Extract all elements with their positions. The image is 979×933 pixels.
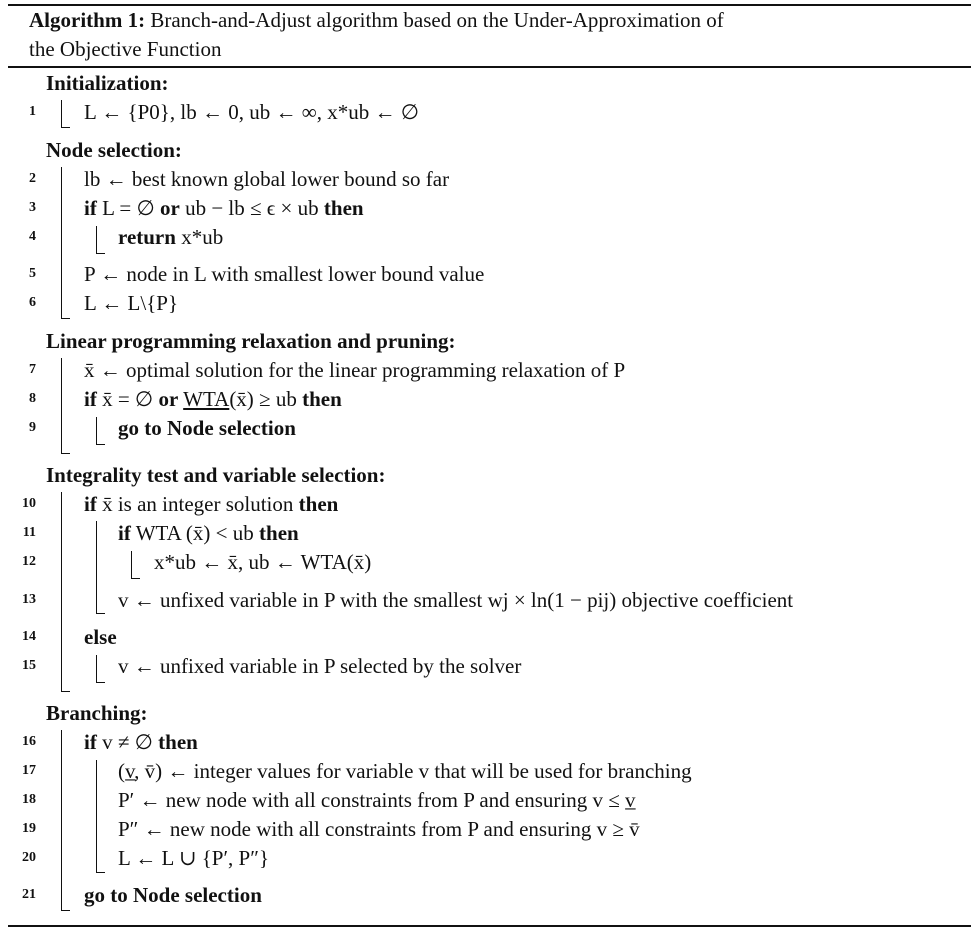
line-text <box>118 519 299 548</box>
line-number: 2 <box>29 171 36 186</box>
block-tick <box>61 691 70 692</box>
block-tick <box>61 127 70 128</box>
line-number: 14 <box>22 629 36 644</box>
block-tick <box>131 578 140 579</box>
line-text: go to Node selection <box>84 883 262 907</box>
block-bar <box>131 551 132 579</box>
block-bar <box>96 521 97 614</box>
algo-line <box>0 260 979 289</box>
algorithm-title-line2: the Objective Function <box>29 37 222 61</box>
return-value: x*ub <box>181 225 224 249</box>
algo-line <box>0 757 979 786</box>
line-text: L ← {P0}, lb ← 0, ub ← ∞, x*ub ← ∅ <box>84 100 419 124</box>
algo-line <box>0 490 979 519</box>
line-number: 13 <box>22 592 36 607</box>
line-text: v ← unfixed variable in P with the smallest wj × ln(1 − pij) objective coefficient <box>118 588 794 612</box>
block-tick <box>96 682 105 683</box>
keyword: if <box>118 521 131 545</box>
line-number: 16 <box>22 734 36 749</box>
keyword: then <box>259 521 299 545</box>
line-number: 7 <box>29 362 36 377</box>
keyword: if <box>84 730 97 754</box>
algo-line <box>0 356 979 385</box>
keyword: then <box>298 492 339 516</box>
keyword: if <box>84 387 97 411</box>
line-number: 10 <box>22 496 36 511</box>
block-bar <box>61 167 62 319</box>
keyword: if <box>84 492 97 516</box>
line-number: 15 <box>22 658 36 673</box>
algorithm-title-line1: Branch-and-Adjust algorithm based on the Under-Approximation of <box>150 8 724 32</box>
keyword: or <box>158 387 179 411</box>
line-text: L ← L ∪ {P′, P″} <box>118 846 270 870</box>
algo-line <box>0 548 979 577</box>
line-number: 18 <box>22 792 36 807</box>
section-integrality: Integrality test and variable selection: <box>46 463 386 487</box>
line-number: 21 <box>22 887 36 902</box>
line-text <box>84 490 338 519</box>
line-text: else <box>84 625 117 649</box>
line-number: 6 <box>29 295 36 310</box>
block-tick <box>61 318 70 319</box>
section-lp-relaxation: Linear programming relaxation and pruning: <box>46 329 456 353</box>
algo-line <box>0 194 979 223</box>
block-tick <box>61 910 70 911</box>
algo-line <box>0 586 979 615</box>
block-bar <box>61 358 62 454</box>
algo-line <box>0 414 979 443</box>
algo-line <box>0 881 979 910</box>
line-text: (v̲, v̄) ← integer values for variable v that will be used for branching <box>118 759 692 783</box>
algorithm-label: Algorithm 1: <box>29 8 146 32</box>
keyword: or <box>160 196 180 220</box>
block-bar <box>61 492 62 692</box>
section-initialization: Initialization: <box>46 71 169 95</box>
line-text <box>84 728 198 757</box>
line-text: P ← node in L with smallest lower bound value <box>84 262 485 286</box>
algo-line <box>0 165 979 194</box>
line-text: L ← L\{P} <box>84 291 179 315</box>
line-number: 9 <box>29 420 36 435</box>
keyword: if <box>84 196 97 220</box>
algo-line <box>0 519 979 548</box>
line-number: 5 <box>29 266 36 281</box>
line-number: 4 <box>29 229 36 244</box>
line-number: 11 <box>22 525 36 540</box>
condition: WTA (x̄) < ub <box>135 521 254 545</box>
block-tick <box>96 613 105 614</box>
algo-line <box>0 652 979 681</box>
condition: x̄ is an integer solution <box>102 492 294 516</box>
block-bar <box>61 100 62 128</box>
algo-line <box>0 289 979 318</box>
block-tick <box>96 444 105 445</box>
line-number: 3 <box>29 200 36 215</box>
algo-line <box>0 728 979 757</box>
block-bar <box>96 226 97 254</box>
block-tick <box>96 872 105 873</box>
algo-line <box>0 786 979 815</box>
keyword: return <box>118 225 176 249</box>
block-bar <box>61 730 62 911</box>
line-text <box>118 223 223 252</box>
algo-line <box>0 815 979 844</box>
line-number: 12 <box>22 554 36 569</box>
section-branching: Branching: <box>46 701 148 725</box>
line-text: lb ← best known global lower bound so far <box>84 167 450 191</box>
line-text: x̄ ← optimal solution for the linear programming relaxation of P <box>84 358 626 382</box>
bottom-rule <box>8 925 971 927</box>
keyword: then <box>302 387 342 411</box>
algo-line <box>0 623 979 652</box>
line-text: P′ ← new node with all constraints from P and ensuring v ≤ v̲ <box>118 788 636 812</box>
condition: L = ∅ <box>102 196 155 220</box>
block-bar <box>96 760 97 873</box>
line-text: go to Node selection <box>118 416 296 440</box>
block-tick <box>96 253 105 254</box>
block-bar <box>96 417 97 445</box>
line-number: 8 <box>29 391 36 406</box>
line-text <box>84 194 364 223</box>
condition: (x̄) ≥ ub <box>229 387 297 411</box>
wta-underlined: WTA <box>183 387 230 411</box>
section-node-selection: Node selection: <box>46 138 182 162</box>
condition: ub − lb ≤ ϵ × ub <box>185 196 319 220</box>
line-number: 20 <box>22 850 36 865</box>
line-number: 19 <box>22 821 36 836</box>
line-text: x*ub ← x̄, ub ← WTA(x̄) <box>154 550 372 574</box>
caption-rule <box>8 66 971 68</box>
algo-line <box>0 385 979 414</box>
line-number: 1 <box>29 104 36 119</box>
condition: v ≠ ∅ <box>102 730 153 754</box>
line-number: 17 <box>22 763 36 778</box>
line-text <box>84 385 342 414</box>
condition: x̄ = ∅ <box>102 387 154 411</box>
line-text: P″ ← new node with all constraints from P and ensuring v ≥ v̄ <box>118 817 640 841</box>
block-bar <box>96 655 97 683</box>
keyword: then <box>323 196 364 220</box>
block-tick <box>61 453 70 454</box>
algo-line <box>0 98 979 127</box>
algorithm-caption <box>29 6 959 64</box>
keyword: then <box>158 730 198 754</box>
algo-line <box>0 223 979 252</box>
line-text: v ← unfixed variable in P selected by the solver <box>118 654 522 678</box>
algo-line <box>0 844 979 873</box>
